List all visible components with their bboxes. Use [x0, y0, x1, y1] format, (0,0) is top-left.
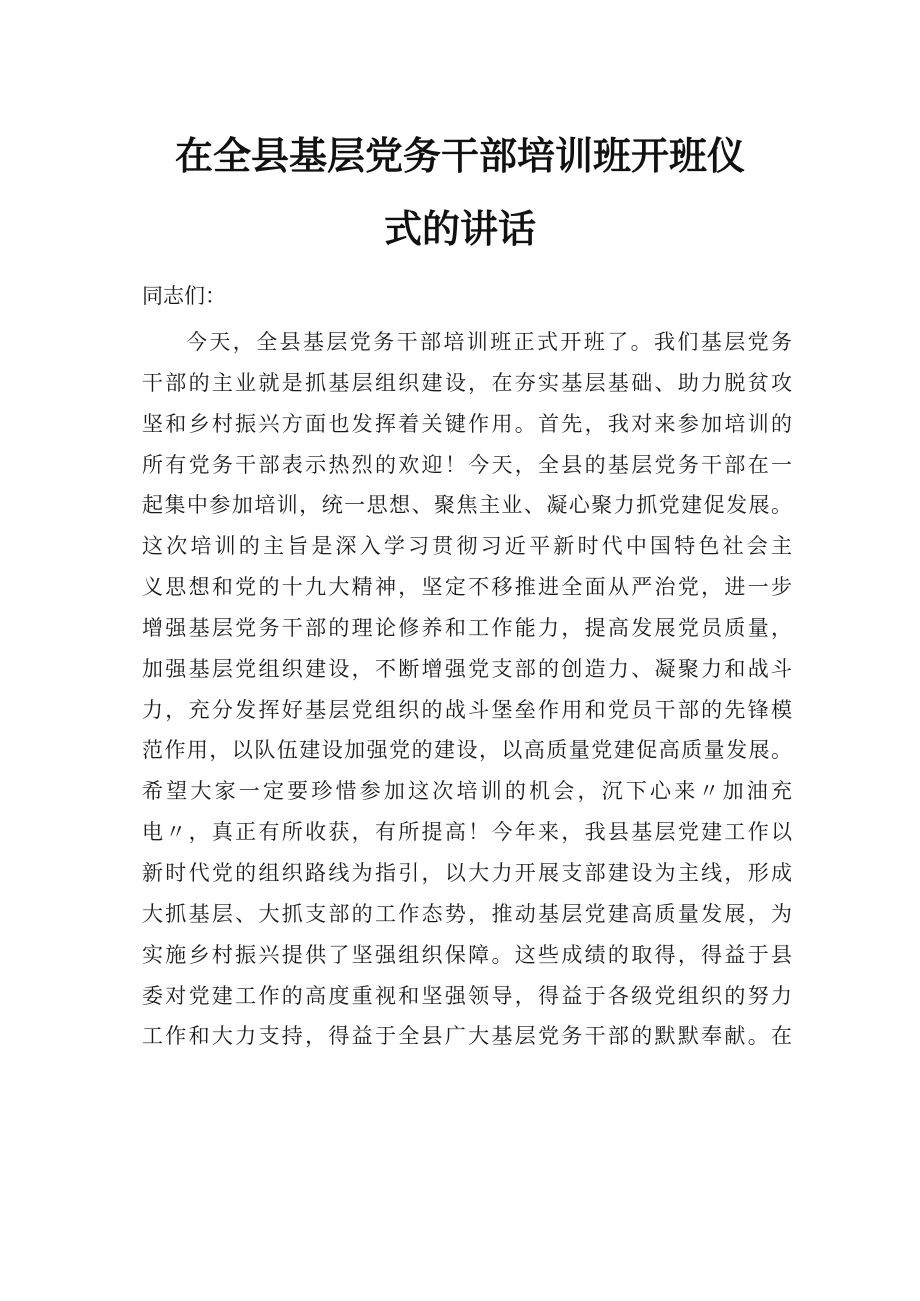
body-line: 增强基层党务干部的理论修养和工作能力，提高发展党员质量， — [142, 615, 792, 640]
body-line: 加强基层党组织建设，不断增强党支部的创造力、凝聚力和战斗 — [142, 656, 792, 681]
body-line: 所有党务干部表示热烈的欢迎！今天，全县的基层党务干部在一 — [142, 452, 792, 477]
body-paragraph — [142, 322, 792, 1057]
salutation: 同志们： — [142, 284, 226, 308]
body-line: 力，充分发挥好基层党组织的战斗堡垒作用和党员干部的先锋模 — [142, 697, 792, 722]
body-line: 实施乡村振兴提供了坚强组织保障。这些成绩的取得，得益于县 — [142, 942, 792, 967]
document-title-line-2: 式的讲话 — [383, 207, 536, 251]
body-line: 干部的主业就是抓基层组织建设，在夯实基层基础、助力脱贫攻 — [142, 370, 792, 395]
body-line: 起集中参加培训，统一思想、聚焦主业、凝心聚力抓党建促发展。 — [142, 493, 792, 518]
body-line: 新时代党的组织路线为指引，以大力开展支部建设为主线，形成 — [142, 860, 792, 885]
body-line: 这次培训的主旨是深入学习贯彻习近平新时代中国特色社会主 — [142, 534, 792, 559]
document-title-line-1: 在全县基层党务干部培训班开班仪 — [174, 134, 745, 178]
body-line: 范作用，以队伍建设加强党的建设，以高质量党建促高质量发展。 — [142, 738, 792, 763]
body-line: 大抓基层、大抓支部的工作态势，推动基层党建高质量发展，为 — [142, 901, 792, 926]
body-line: 希望大家一定要珍惜参加这次培训的机会，沉下心来〃加油充 — [142, 779, 792, 804]
body-line: 坚和乡村振兴方面也发挥着关键作用。首先，我对来参加培训的 — [142, 411, 792, 436]
body-line: 电〃，真正有所收获，有所提高！今年来，我县基层党建工作以 — [142, 820, 792, 845]
body-line: 义思想和党的十九大精神，坚定不移推进全面从严治党，进一步 — [142, 575, 792, 600]
body-line: 委对党建工作的高度重视和坚强领导，得益于各级党组织的努力 — [142, 983, 792, 1008]
body-line: 工作和大力支持，得益于全县广大基层党务干部的默默奉献。在 — [142, 1024, 792, 1049]
body-line: 今天，全县基层党务干部培训班正式开班了。我们基层党务 — [186, 330, 792, 354]
